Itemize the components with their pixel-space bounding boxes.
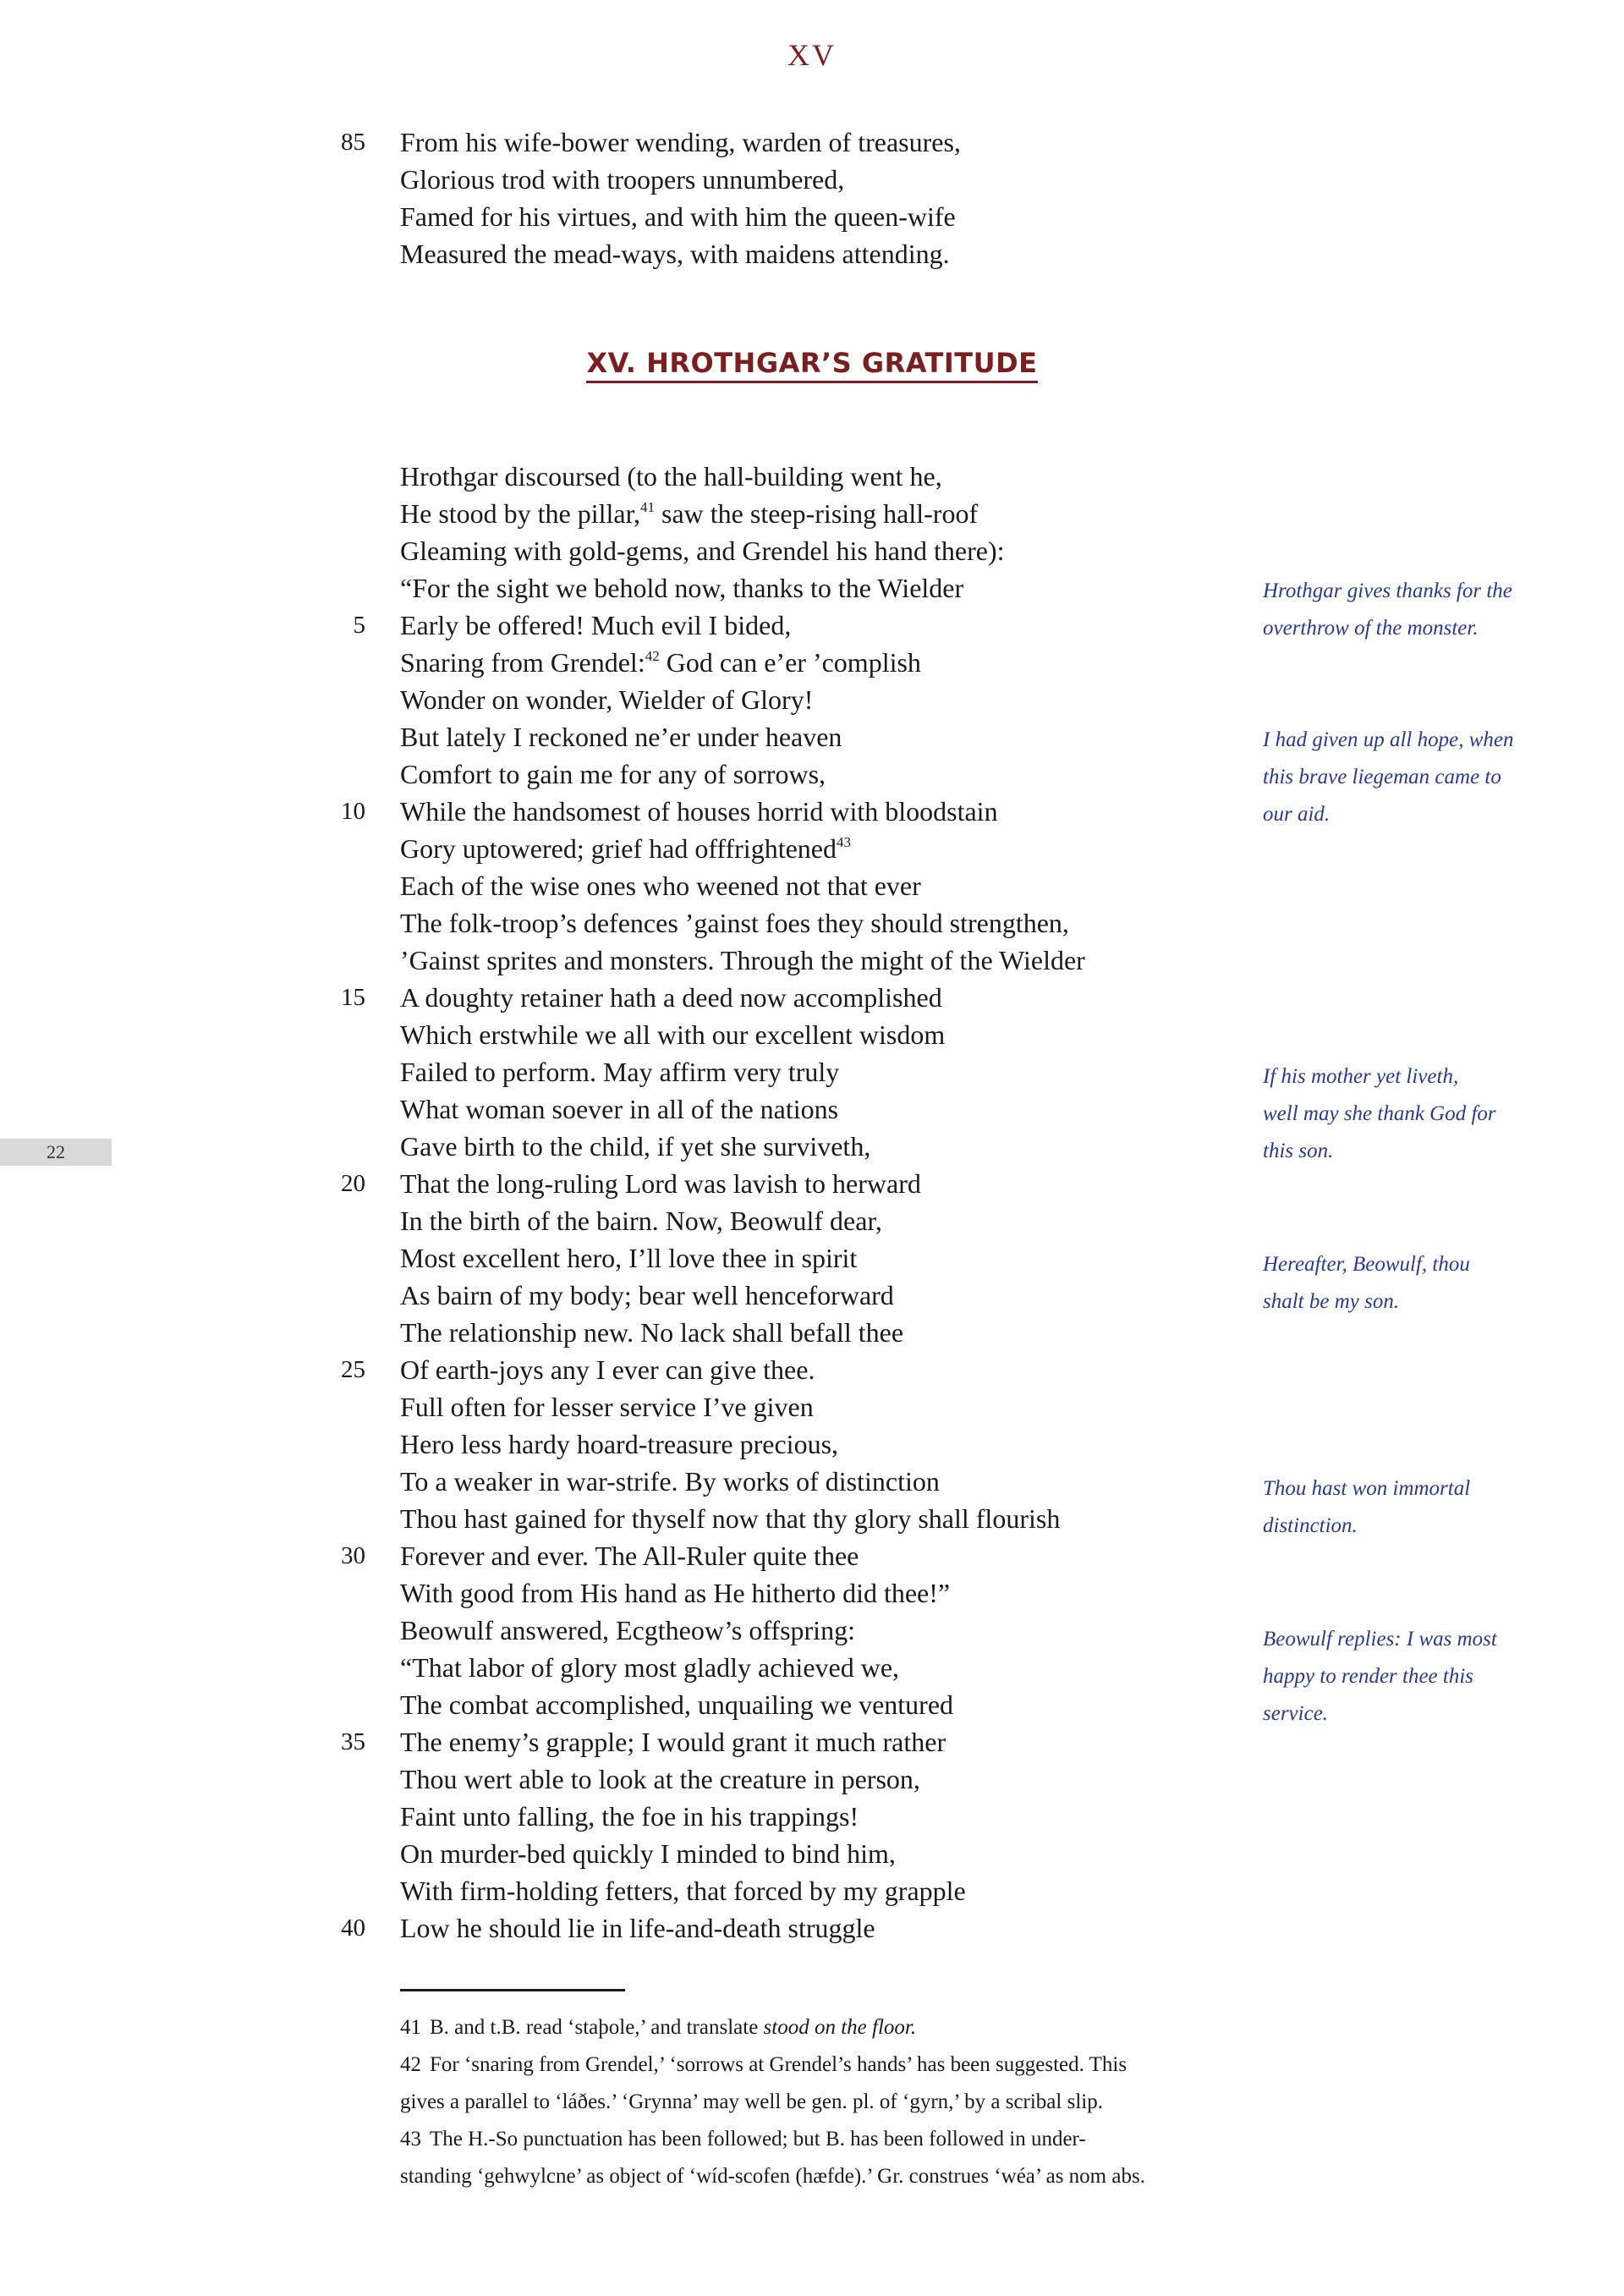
verse-text-main: With firm-holding fetters, that forced by my grapple [400, 1876, 966, 1906]
verse-line [0, 1574, 1624, 1612]
verse-text [400, 1686, 953, 1723]
verse-text-main: But lately I reckoned ne’er under heaven [400, 722, 842, 752]
verse-line [0, 904, 1624, 942]
verse-text-main: The relationship new. No lack shall befall thee [400, 1317, 904, 1348]
verse-text [400, 1090, 838, 1128]
side-note-line: this brave liegeman came to [1263, 766, 1501, 788]
verse-text-main: A doughty retainer hath a deed now accomplished [400, 982, 942, 1013]
verse-text [400, 1574, 950, 1612]
verse-line [0, 1388, 1624, 1425]
verse-text [400, 1612, 855, 1649]
verse-text-main: Comfort to gain me for any of sorrows, [400, 759, 826, 789]
running-head: XV [787, 38, 837, 72]
verse-text-main: Gory uptowered; grief had offfrightened [400, 833, 837, 864]
side-note-line: If his mother yet liveth, [1263, 1065, 1459, 1088]
verse-text-main: Thou hast gained for thyself now that thy glory shall flourish [400, 1503, 1061, 1534]
verse-text [400, 458, 942, 495]
verse-text [400, 681, 813, 718]
verse-text [400, 793, 998, 830]
verse-text-main: On murder-bed quickly I minded to bind him, [400, 1838, 896, 1869]
verse-line [0, 1798, 1624, 1835]
page-number: 22 [0, 1139, 112, 1166]
verse-text-main: Forever and ever. The All-Ruler quite thee [400, 1541, 859, 1571]
line-number: 25 [341, 1356, 365, 1383]
verse-text [400, 1537, 859, 1574]
verse-line [0, 830, 1624, 867]
section-title-text: XV. HROTHGAR’S GRATITUDE [586, 347, 1037, 383]
verse-text [400, 1128, 870, 1165]
verse-line [0, 458, 1624, 495]
verse-line [0, 1909, 1624, 1947]
side-note [1263, 573, 1542, 647]
footnote-number: 43 [400, 2128, 421, 2150]
verse-text-main: Gave birth to the child, if yet she surviveth, [400, 1131, 871, 1162]
verse-text [400, 1053, 839, 1090]
line-number: 35 [341, 1728, 365, 1755]
line-number: 85 [341, 129, 365, 156]
side-note-line: service. [1263, 1702, 1329, 1725]
verse-text [400, 755, 826, 793]
side-note-line: Beowulf replies: I was most [1263, 1628, 1497, 1651]
verse-text-main: Snaring from Grendel: [400, 647, 645, 678]
verse-text-main: What woman soever in all of the nations [400, 1094, 839, 1124]
verse-text: Famed for his virtues, and with him the queen-wife [400, 201, 956, 232]
side-note-line: happy to render thee this [1263, 1665, 1474, 1688]
verse-text [400, 1239, 857, 1277]
verse-line [0, 942, 1624, 979]
verse-text [400, 1872, 966, 1909]
verse-line [0, 124, 1624, 161]
verse-text-after: saw the steep-rising hall-roof [655, 498, 979, 529]
verse-text [400, 644, 921, 681]
line-number: 5 [353, 612, 365, 639]
footnote-43 [400, 2121, 1246, 2195]
verse-text-main: He stood by the pillar, [400, 498, 640, 529]
verse-text: Glorious trod with troopers unnumbered, [400, 164, 845, 195]
verse-text: From his wife-bower wending, warden of treasures, [400, 127, 961, 157]
verse-text-main: That the long-ruling Lord was lavish to herward [400, 1168, 921, 1199]
verse-text [400, 1165, 921, 1202]
footnote-41 [400, 2009, 1246, 2046]
verse-text-main: Full often for lesser service I’ve given [400, 1392, 814, 1422]
verse-text [400, 830, 851, 867]
verse-text [400, 1835, 896, 1872]
verse-text [400, 904, 1069, 942]
side-note [1263, 1621, 1542, 1733]
side-note-line: this son. [1263, 1140, 1334, 1162]
side-note [1263, 1058, 1542, 1170]
footnote-text: standing ‘gehwylcne’ as object of ‘wíd-scofen (hæfde).’ Gr. construes ‘wéa’ as nom abs. [400, 2165, 1145, 2188]
verse-text-main: Most excellent hero, I’ll love thee in spirit [400, 1243, 858, 1273]
footnote-number: 42 [400, 2053, 421, 2076]
verse-line [0, 1835, 1624, 1872]
side-note-line: I had given up all hope, when [1263, 728, 1514, 751]
side-note-line: overthrow of the monster. [1263, 617, 1479, 640]
verse-text [400, 979, 942, 1016]
side-note-line: Hrothgar gives thanks for the [1263, 579, 1512, 602]
footnote-ref: 43 [836, 834, 851, 850]
verse-text [400, 532, 1004, 569]
verse-line [0, 1872, 1624, 1909]
footnote-text: For ‘snaring from Grendel,’ ‘sorrows at Grendel’s hands’ has been suggested. This [430, 2053, 1127, 2076]
verse-text [400, 569, 963, 607]
verse-text [400, 1463, 940, 1500]
verse-text [400, 1202, 882, 1239]
footnote-text: B. and t.B. read ‘staþole,’ and translate [430, 2016, 764, 2039]
verse-line [0, 161, 1624, 198]
verse-line [0, 532, 1624, 569]
verse-text-main: Hrothgar discoursed (to the hall-building went he, [400, 461, 942, 492]
side-note-line: Thou hast won immortal [1263, 1477, 1471, 1500]
line-number: 10 [341, 798, 365, 825]
verse-line [0, 644, 1624, 681]
verse-text [400, 1351, 815, 1388]
verse-text [400, 495, 978, 532]
footnote-ref: 41 [640, 499, 655, 515]
verse-text [400, 1425, 838, 1463]
verse-line [0, 1351, 1624, 1388]
verse-text-main: In the birth of the bairn. Now, Beowulf dear, [400, 1206, 882, 1236]
verse-text-main: Beowulf answered, Ecgtheow’s offspring: [400, 1615, 855, 1645]
verse-line [0, 681, 1624, 718]
side-note-line: distinction. [1263, 1514, 1358, 1537]
section-title [0, 347, 1624, 379]
line-number: 40 [341, 1914, 365, 1942]
line-number: 30 [341, 1542, 365, 1569]
verse-text-main: Early be offered! Much evil I bided, [400, 610, 792, 640]
verse-line [0, 1760, 1624, 1798]
footnote-42 [400, 2046, 1246, 2121]
line-number: 20 [341, 1170, 365, 1197]
side-note [1263, 722, 1542, 833]
verse-text [400, 1016, 945, 1053]
verse-text-main: Of earth-joys any I ever can give thee. [400, 1354, 815, 1385]
verse-text-main: Wonder on wonder, Wielder of Glory! [400, 684, 814, 715]
verse-text [400, 1500, 1060, 1537]
side-note [1263, 1470, 1542, 1545]
verse-text-main: “For the sight we behold now, thanks to the Wielder [400, 573, 964, 603]
verse-text [400, 1388, 814, 1425]
verse-text: Measured the mead-ways, with maidens attending. [400, 239, 950, 269]
verse-line [0, 1425, 1624, 1463]
verse-text [400, 1909, 875, 1947]
verse-text-main: The enemy’s grapple; I would grant it much rather [400, 1727, 946, 1757]
verse-text [400, 942, 1085, 979]
verse-text [400, 1723, 946, 1760]
verse-text-main: As bairn of my body; bear well henceforward [400, 1280, 894, 1310]
footnotes [400, 2009, 1246, 2195]
side-note-line: well may she thank God for [1263, 1102, 1496, 1125]
footnote-ref: 42 [645, 648, 660, 664]
footnote-rule [400, 1989, 625, 1991]
verse-text-main: Each of the wise ones who weened not that ever [400, 871, 921, 901]
verse-text [400, 1649, 899, 1686]
verse-text-main: The folk-troop’s defences ’gainst foes they should strengthen, [400, 908, 1069, 938]
verse-text [400, 1277, 894, 1314]
footnote-text: gives a parallel to ‘láðes.’ ‘Grynna’ may well be gen. pl. of ‘gyrn,’ by a scribal slip. [400, 2090, 1103, 2113]
verse-text [400, 1314, 903, 1351]
verse-line [0, 1202, 1624, 1239]
verse-text-main: Low he should lie in life-and-death struggle [400, 1913, 875, 1943]
line-number: 15 [341, 984, 365, 1011]
verse-text-after: God can e’er ’complish [659, 647, 921, 678]
verse-line [0, 979, 1624, 1016]
footnote-text: The H.-So punctuation has been followed; but B. has been followed in under- [430, 2128, 1086, 2150]
verse-text [400, 607, 791, 644]
verse-text [400, 867, 921, 904]
verse-text-main: Which erstwhile we all with our excellent wisdom [400, 1019, 946, 1050]
verse-line [0, 867, 1624, 904]
verse-text-main: Failed to perform. May affirm very truly [400, 1057, 840, 1087]
verse-line [0, 495, 1624, 532]
verse-text-main: The combat accomplished, unquailing we ventured [400, 1689, 954, 1720]
verse-text-main: To a weaker in war-strife. By works of distinction [400, 1466, 940, 1497]
verse-text-main: With good from His hand as He hitherto did thee!” [400, 1578, 951, 1608]
verse-text-main: ’Gainst sprites and monsters. Through the might of the Wielder [400, 945, 1085, 975]
verse-text [400, 718, 842, 755]
verse-text-main: Hero less hardy hoard-treasure precious, [400, 1429, 839, 1459]
verse-line [0, 1165, 1624, 1202]
verse-line [0, 235, 1624, 272]
side-note-line: shalt be my son. [1263, 1290, 1400, 1313]
verse-text-main: Gleaming with gold-gems, and Grendel his hand there): [400, 536, 1005, 566]
verse-text [400, 1798, 859, 1835]
side-note [1263, 1246, 1542, 1321]
verse-line [0, 1016, 1624, 1053]
footnote-number: 41 [400, 2016, 421, 2039]
verse-text-main: While the handsomest of houses horrid with bloodstain [400, 796, 998, 827]
verse-line [0, 198, 1624, 235]
footnote-emphasis: stood on the floor. [763, 2016, 917, 2039]
verse-text-main: Thou wert able to look at the creature in person, [400, 1764, 920, 1794]
side-note-line: Hereafter, Beowulf, thou [1263, 1253, 1470, 1276]
side-note-line: our aid. [1263, 803, 1330, 826]
verse-text [400, 1760, 920, 1798]
verse-text-main: “That labor of glory most gladly achieved we, [400, 1652, 900, 1683]
verse-text-main: Faint unto falling, the foe in his trappings! [400, 1801, 859, 1832]
